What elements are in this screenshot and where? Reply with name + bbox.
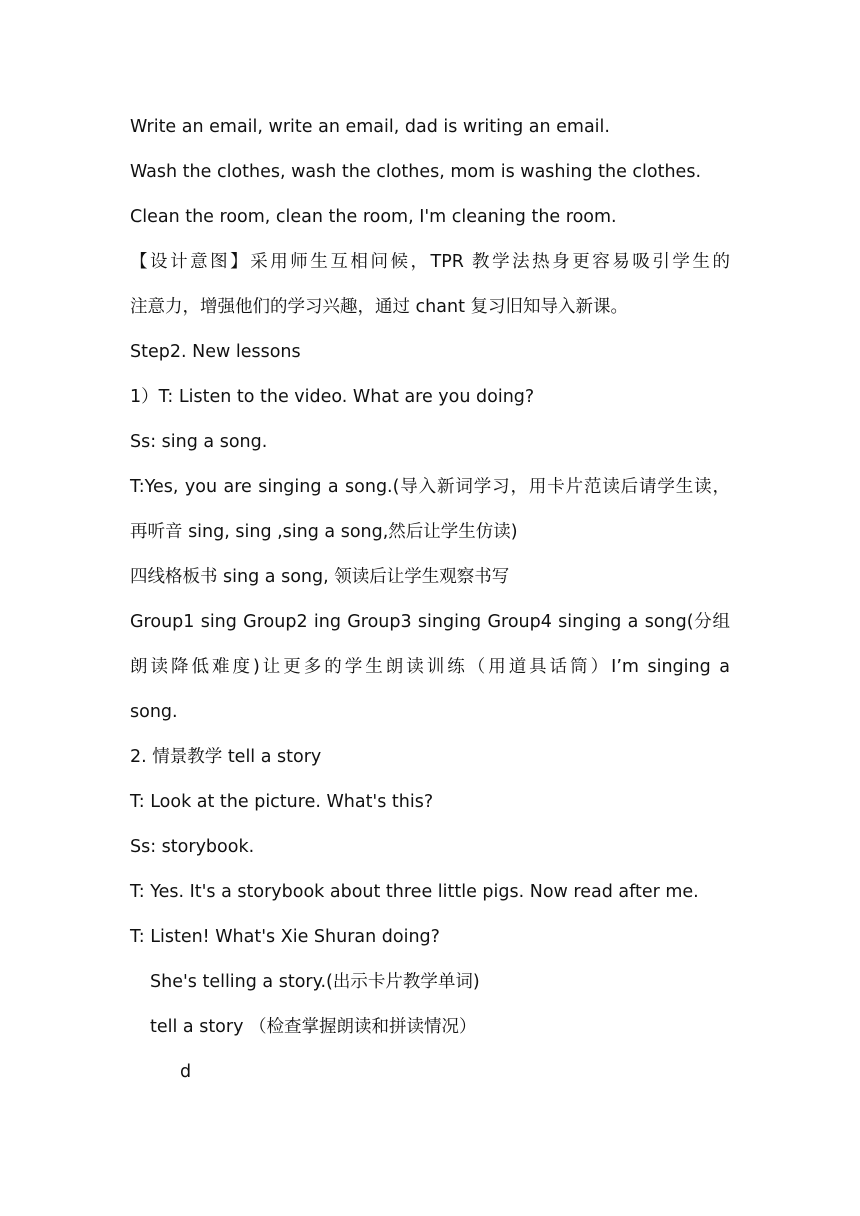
chant-line-room: Clean the room, clean the room, I'm cleaning the room. <box>130 207 617 227</box>
group-reading-line-2: 朗读降低难度)让更多的学生朗读训练（用道具话筒）I’m singing a <box>130 657 730 677</box>
chant-line-email: Write an email, write an email, dad is writing an email. <box>130 117 610 137</box>
dialogue-line-three-pigs: T: Yes. It's a storybook about three little pigs. Now read after me. <box>130 882 699 902</box>
dialogue-line-picture: T: Look at the picture. What's this? <box>130 792 434 812</box>
teaching-line-board: 四线格板书 sing a song, 领读后让学生观察书写 <box>130 567 510 587</box>
group-reading-line-3: song. <box>130 702 178 722</box>
teaching-line-listen: 再听音 sing, sing ,sing a song,然后让学生仿读) <box>130 522 518 542</box>
dialogue-line-students-sing: Ss: sing a song. <box>130 432 268 452</box>
teaching-line-singing: T:Yes, you are singing a song.(导入新词学习，用卡片范读后请学生读， <box>130 477 730 497</box>
design-intent-line-1: 【设计意图】采用师生互相问候，TPR 教学法热身更容易吸引学生的 <box>130 252 730 272</box>
fragment-line-d: d <box>180 1062 192 1082</box>
group-reading-line-1: Group1 sing Group2 ing Group3 singing Group4 singing a song(分组 <box>130 612 730 632</box>
step2-heading: Step2. New lessons <box>130 342 301 362</box>
section-2-heading: 2. 情景教学 tell a story <box>130 747 322 767</box>
dialogue-line-teacher-video: 1）T: Listen to the video. What are you doing? <box>130 387 535 407</box>
vocab-line-tell-a-story: tell a story （检查掌握朗读和拼读情况） <box>150 1017 477 1037</box>
dialogue-line-listen: T: Listen! What's Xie Shuran doing? <box>130 927 440 947</box>
chant-line-clothes: Wash the clothes, wash the clothes, mom is washing the clothes. <box>130 162 702 182</box>
design-intent-line-2: 注意力，增强他们的学习兴趣，通过 chant 复习旧知导入新课。 <box>130 297 629 317</box>
dialogue-line-storybook: Ss: storybook. <box>130 837 255 857</box>
dialogue-line-telling: She's telling a story.(出示卡片教学单词) <box>150 972 480 992</box>
